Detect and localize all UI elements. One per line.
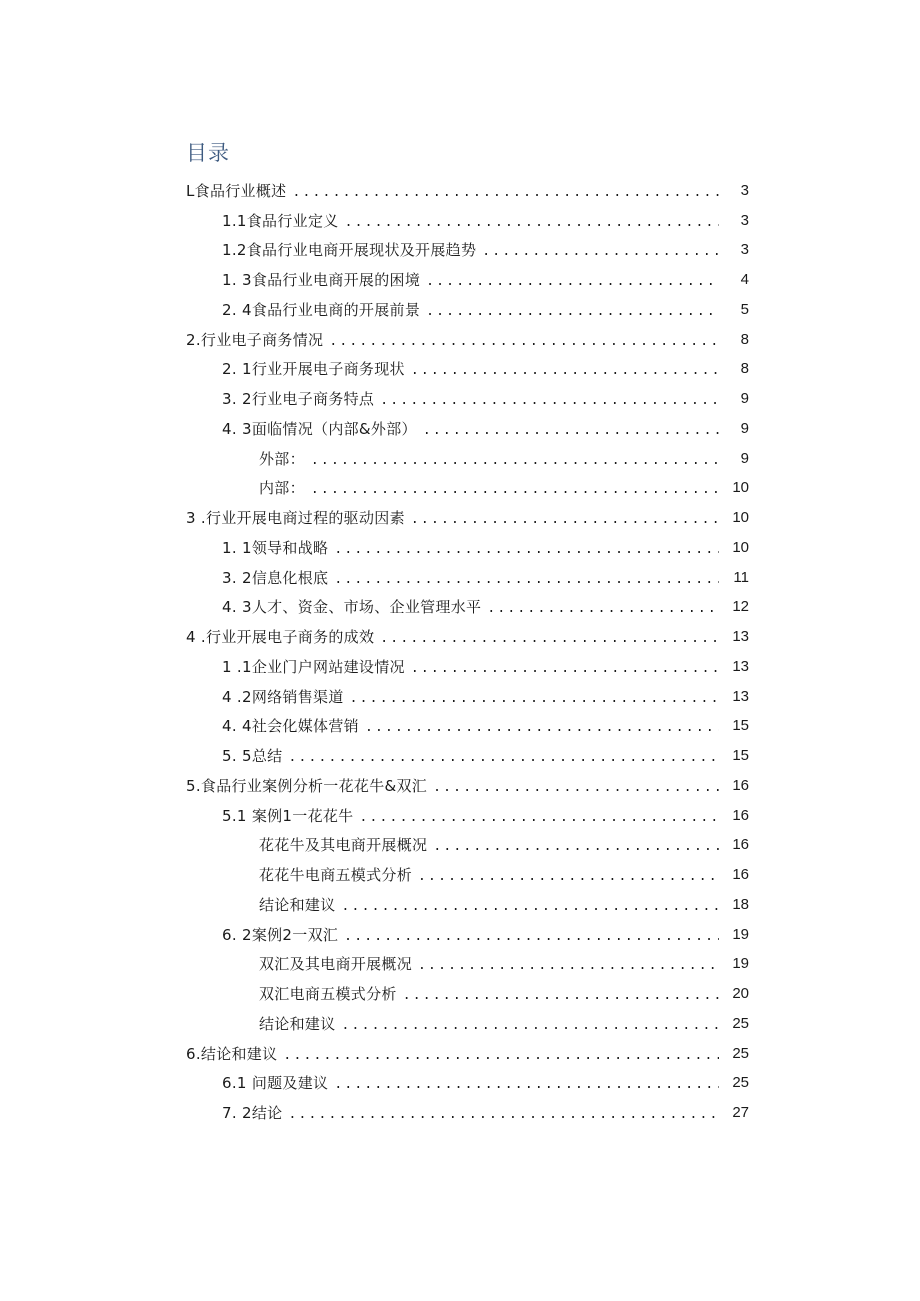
toc-dot-leader xyxy=(359,808,719,828)
toc-dot-leader xyxy=(365,718,719,738)
toc-entry-text: 1. 1领导和战略 xyxy=(222,538,329,557)
toc-entry-page: 19 xyxy=(732,955,749,973)
toc-entry-text: 4. 4社会化媒体营销 xyxy=(222,717,359,736)
toc-entry-page: 15 xyxy=(732,747,749,765)
toc-entry-page: 10 xyxy=(732,509,749,527)
toc-dot-leader xyxy=(311,451,719,471)
toc-entry-page: 3 xyxy=(740,181,749,199)
toc-dot-leader xyxy=(433,778,719,798)
toc-entry-page: 12 xyxy=(732,598,749,616)
toc-entry[interactable] xyxy=(0,533,920,563)
toc-dot-leader xyxy=(423,421,719,441)
toc-dot-leader xyxy=(380,391,719,411)
toc-dot-leader xyxy=(418,956,719,976)
toc-entry-page: 13 xyxy=(732,628,749,646)
toc-entry-page: 25 xyxy=(732,1044,749,1062)
toc-entry-text: 5. 5总结 xyxy=(222,747,283,766)
toc-entry-page: 9 xyxy=(740,449,749,467)
toc-entry-page: 3 xyxy=(740,241,749,259)
toc-entry[interactable] xyxy=(0,1039,920,1069)
toc-entry-text: 6.1 问题及建议 xyxy=(222,1074,329,1093)
toc-entry-page: 3 xyxy=(740,211,749,229)
toc-dot-leader xyxy=(345,213,719,233)
toc-entry-page: 5 xyxy=(740,300,749,318)
toc-entry-page: 27 xyxy=(732,1104,749,1122)
toc-dot-leader xyxy=(283,1046,719,1066)
toc-entry[interactable] xyxy=(0,890,920,920)
toc-entry-page: 15 xyxy=(732,717,749,735)
toc-dot-leader xyxy=(311,480,719,500)
toc-dot-leader xyxy=(342,1016,719,1036)
toc-dot-leader xyxy=(411,361,719,381)
toc-entry[interactable] xyxy=(0,295,920,325)
toc-entry[interactable] xyxy=(0,236,920,266)
toc-entry-page: 10 xyxy=(732,538,749,556)
toc-entry-text: 1 .1企业门户网站建设情况 xyxy=(222,657,405,676)
toc-entry-text: 2. 1行业开展电子商务现状 xyxy=(222,360,405,379)
toc-entry-page: 25 xyxy=(732,1014,749,1032)
toc-entry-text: 1.1食品行业定义 xyxy=(222,211,339,230)
toc-dot-leader xyxy=(288,748,719,768)
toc-entry-text: 3 .行业开展电商过程的驱动因素 xyxy=(186,509,405,528)
toc-entry[interactable] xyxy=(0,265,920,295)
toc-entry-text: 4 .行业开展电子商务的成效 xyxy=(186,628,375,647)
toc-entry-text: 6. 2案例2一双汇 xyxy=(222,925,339,944)
toc-dot-leader xyxy=(334,570,719,590)
toc-entry-page: 13 xyxy=(732,657,749,675)
toc-entry[interactable] xyxy=(0,444,920,474)
toc-entry[interactable] xyxy=(0,979,920,1009)
toc-entry-text: 5.食品行业案例分析一花花牛&双汇 xyxy=(186,776,428,795)
toc-entry-page: 16 xyxy=(732,836,749,854)
toc-entry-text: 2.行业电子商务情况 xyxy=(186,330,324,349)
toc-entry[interactable] xyxy=(0,831,920,861)
toc-entry[interactable] xyxy=(0,325,920,355)
toc-entry-text: 双汇电商五模式分析 xyxy=(259,985,397,1004)
toc-entry[interactable] xyxy=(0,474,920,504)
toc-entry[interactable] xyxy=(0,771,920,801)
toc-entry-text: 6.结论和建议 xyxy=(186,1044,278,1063)
toc-entry-page: 8 xyxy=(740,330,749,348)
toc-entry-page: 20 xyxy=(732,985,749,1003)
toc-entry[interactable] xyxy=(0,712,920,742)
toc-entry[interactable] xyxy=(0,950,920,980)
toc-dot-leader xyxy=(411,659,719,679)
toc-entry[interactable] xyxy=(0,414,920,444)
toc-entry[interactable] xyxy=(0,801,920,831)
toc-entry-page: 19 xyxy=(732,925,749,943)
toc-dot-leader xyxy=(344,927,719,947)
toc-entry[interactable] xyxy=(0,1009,920,1039)
toc-entry-text: 花花牛及其电商开展概况 xyxy=(259,836,428,855)
toc-dot-leader xyxy=(487,599,719,619)
toc-dot-leader xyxy=(433,837,719,857)
toc-entry[interactable] xyxy=(0,503,920,533)
toc-entry-text: 5.1 案例1一花花牛 xyxy=(222,806,354,825)
toc-entry-text: 3. 2行业电子商务特点 xyxy=(222,390,375,409)
toc-entry[interactable] xyxy=(0,384,920,414)
toc-dot-leader xyxy=(482,242,719,262)
toc-entry-page: 10 xyxy=(732,479,749,497)
toc-entry-page: 16 xyxy=(732,776,749,794)
toc-dot-leader xyxy=(350,689,719,709)
toc-dot-leader xyxy=(418,867,719,887)
toc-dot-leader xyxy=(329,332,719,352)
toc-dot-leader xyxy=(426,302,719,322)
toc-entry-text: 7. 2结论 xyxy=(222,1104,283,1123)
toc-dot-leader xyxy=(380,629,719,649)
toc-dot-leader xyxy=(403,986,719,1006)
toc-entry[interactable] xyxy=(0,652,920,682)
toc-dot-leader xyxy=(411,510,719,530)
toc-entry[interactable] xyxy=(0,860,920,890)
toc-entry-text: 3. 2信息化根底 xyxy=(222,568,329,587)
toc-dot-leader xyxy=(288,1105,719,1125)
toc-entry-page: 9 xyxy=(740,390,749,408)
toc-entry-page: 4 xyxy=(740,271,749,289)
toc-entry-text: 4. 3人才、资金、市场、企业管理水平 xyxy=(222,598,482,617)
toc-dot-leader xyxy=(292,183,719,203)
toc-entry-text: 内部： xyxy=(259,479,305,498)
toc-dot-leader xyxy=(334,540,719,560)
toc-entry[interactable] xyxy=(0,741,920,771)
toc-entry-text: 4 .2网络销售渠道 xyxy=(222,687,344,706)
toc-title: 目录 xyxy=(186,141,230,165)
toc-entry-text: 1. 3食品行业电商开展的困境 xyxy=(222,271,421,290)
toc-dot-leader xyxy=(334,1075,719,1095)
toc-entry[interactable] xyxy=(0,920,920,950)
toc-entry[interactable] xyxy=(0,563,920,593)
toc-entry-page: 18 xyxy=(732,895,749,913)
toc-entry-text: 花花牛电商五模式分析 xyxy=(259,866,413,885)
toc-list xyxy=(0,176,920,1128)
toc-entry-text: 双汇及其电商开展概况 xyxy=(259,955,413,974)
toc-entry-page: 9 xyxy=(740,419,749,437)
toc-entry-text: 4. 3面临情况（内部&外部） xyxy=(222,419,417,438)
toc-entry[interactable] xyxy=(0,682,920,712)
toc-entry[interactable] xyxy=(0,355,920,385)
toc-entry[interactable] xyxy=(0,593,920,623)
toc-entry-text: 2. 4食品行业电商的开展前景 xyxy=(222,300,421,319)
toc-entry-page: 8 xyxy=(740,360,749,378)
toc-entry[interactable] xyxy=(0,176,920,206)
toc-entry-page: 25 xyxy=(732,1074,749,1092)
toc-entry-page: 16 xyxy=(732,806,749,824)
toc-entry[interactable] xyxy=(0,1098,920,1128)
toc-entry-text: L食品行业概述 xyxy=(186,181,287,200)
toc-dot-leader xyxy=(342,897,719,917)
toc-entry[interactable] xyxy=(0,622,920,652)
toc-entry[interactable] xyxy=(0,1069,920,1099)
toc-dot-leader xyxy=(426,272,719,292)
toc-entry-text: 外部： xyxy=(259,449,305,468)
toc-entry-page: 16 xyxy=(732,866,749,884)
toc-entry-page: 11 xyxy=(733,568,749,586)
toc-entry-page: 13 xyxy=(732,687,749,705)
toc-entry[interactable] xyxy=(0,206,920,236)
toc-entry-text: 结论和建议 xyxy=(259,895,336,914)
toc-entry-text: 1.2食品行业电商开展现状及开展趋势 xyxy=(222,241,477,260)
toc-entry-text: 结论和建议 xyxy=(259,1014,336,1033)
